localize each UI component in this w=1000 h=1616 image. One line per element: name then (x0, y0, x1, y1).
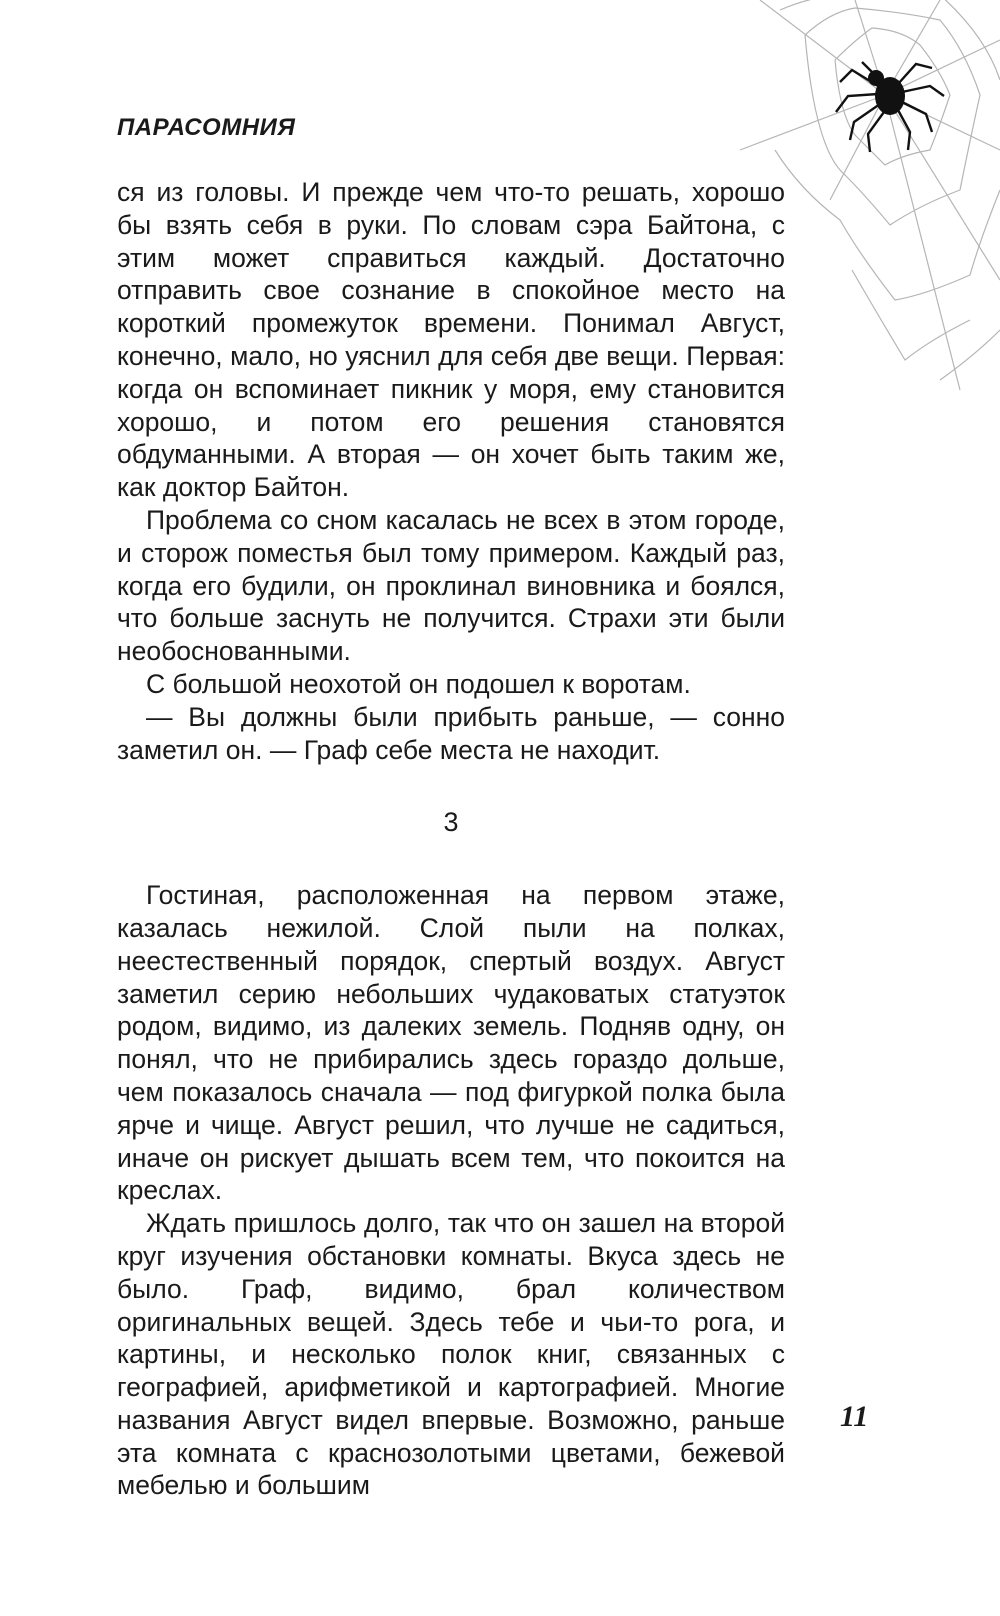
chapter-number: 3 (443, 807, 459, 838)
running-title: ПАРАСОМНИЯ (117, 114, 296, 141)
page-body (117, 176, 785, 1502)
dialogue-paragraph: — Вы должны были прибыть раньше, — сонно заметил он. — Граф себе места не находит. (117, 701, 785, 765)
paragraph: С большой неохотой он подошел к воротам. (146, 668, 691, 699)
paragraph: Гостиная, расположенная на первом этаже, казалась нежилой. Слой пыли на полках, неестественный порядок, спертый воздух. Август заметил серию небольших чудаковатых статуэток родом, видимо, из далеких земель. Подняв одну, он понял, что не прибирались здесь гораздо дольше, чем показалось сначала — под фигуркой полка была ярче и чище. Август решил, что лучше не садиться, иначе он рискует дышать всем тем, что покоится на креслах. (117, 880, 785, 1206)
paragraph: Проблема со сном касалась не всех в этом городе, и сторож поместья был тому примером. Каждый раз, когда его будили, он проклинал виновника и боялся, что больше заснуть не получится. Страхи эти были необоснованными. (117, 504, 785, 667)
paragraph: ся из головы. И прежде чем что-то решать, хорошо бы взять себя в руки. По словам сэра Байтона, с этим может справиться каждый. Достаточно отправить свое сознание в спокойное место на короткий промежуток времени. Понимал Август, конечно, мало, но уяснил для себя две вещи. Первая: когда он вспоминает пикник у моря, ему становится хорошо, и потом его решения становятся обдуманными. А вторая — он хочет быть таким же, как доктор Байтон. (117, 177, 785, 503)
paragraph: Ждать пришлось долго, так что он зашел на второй круг изучения обстановки комнаты. Вкуса здесь не было. Граф, видимо, брал количеством оригинальных вещей. Здесь тебе и чьи-то рога, и картины, и несколько полок книг, связанных с географией, арифметикой и картографией. Многие названия Август видел впервые. Возможно, раньше эта комната с краснозолотыми цветами, бежевой мебелью и большим (117, 1208, 785, 1501)
page-number: 11 (840, 1400, 869, 1433)
